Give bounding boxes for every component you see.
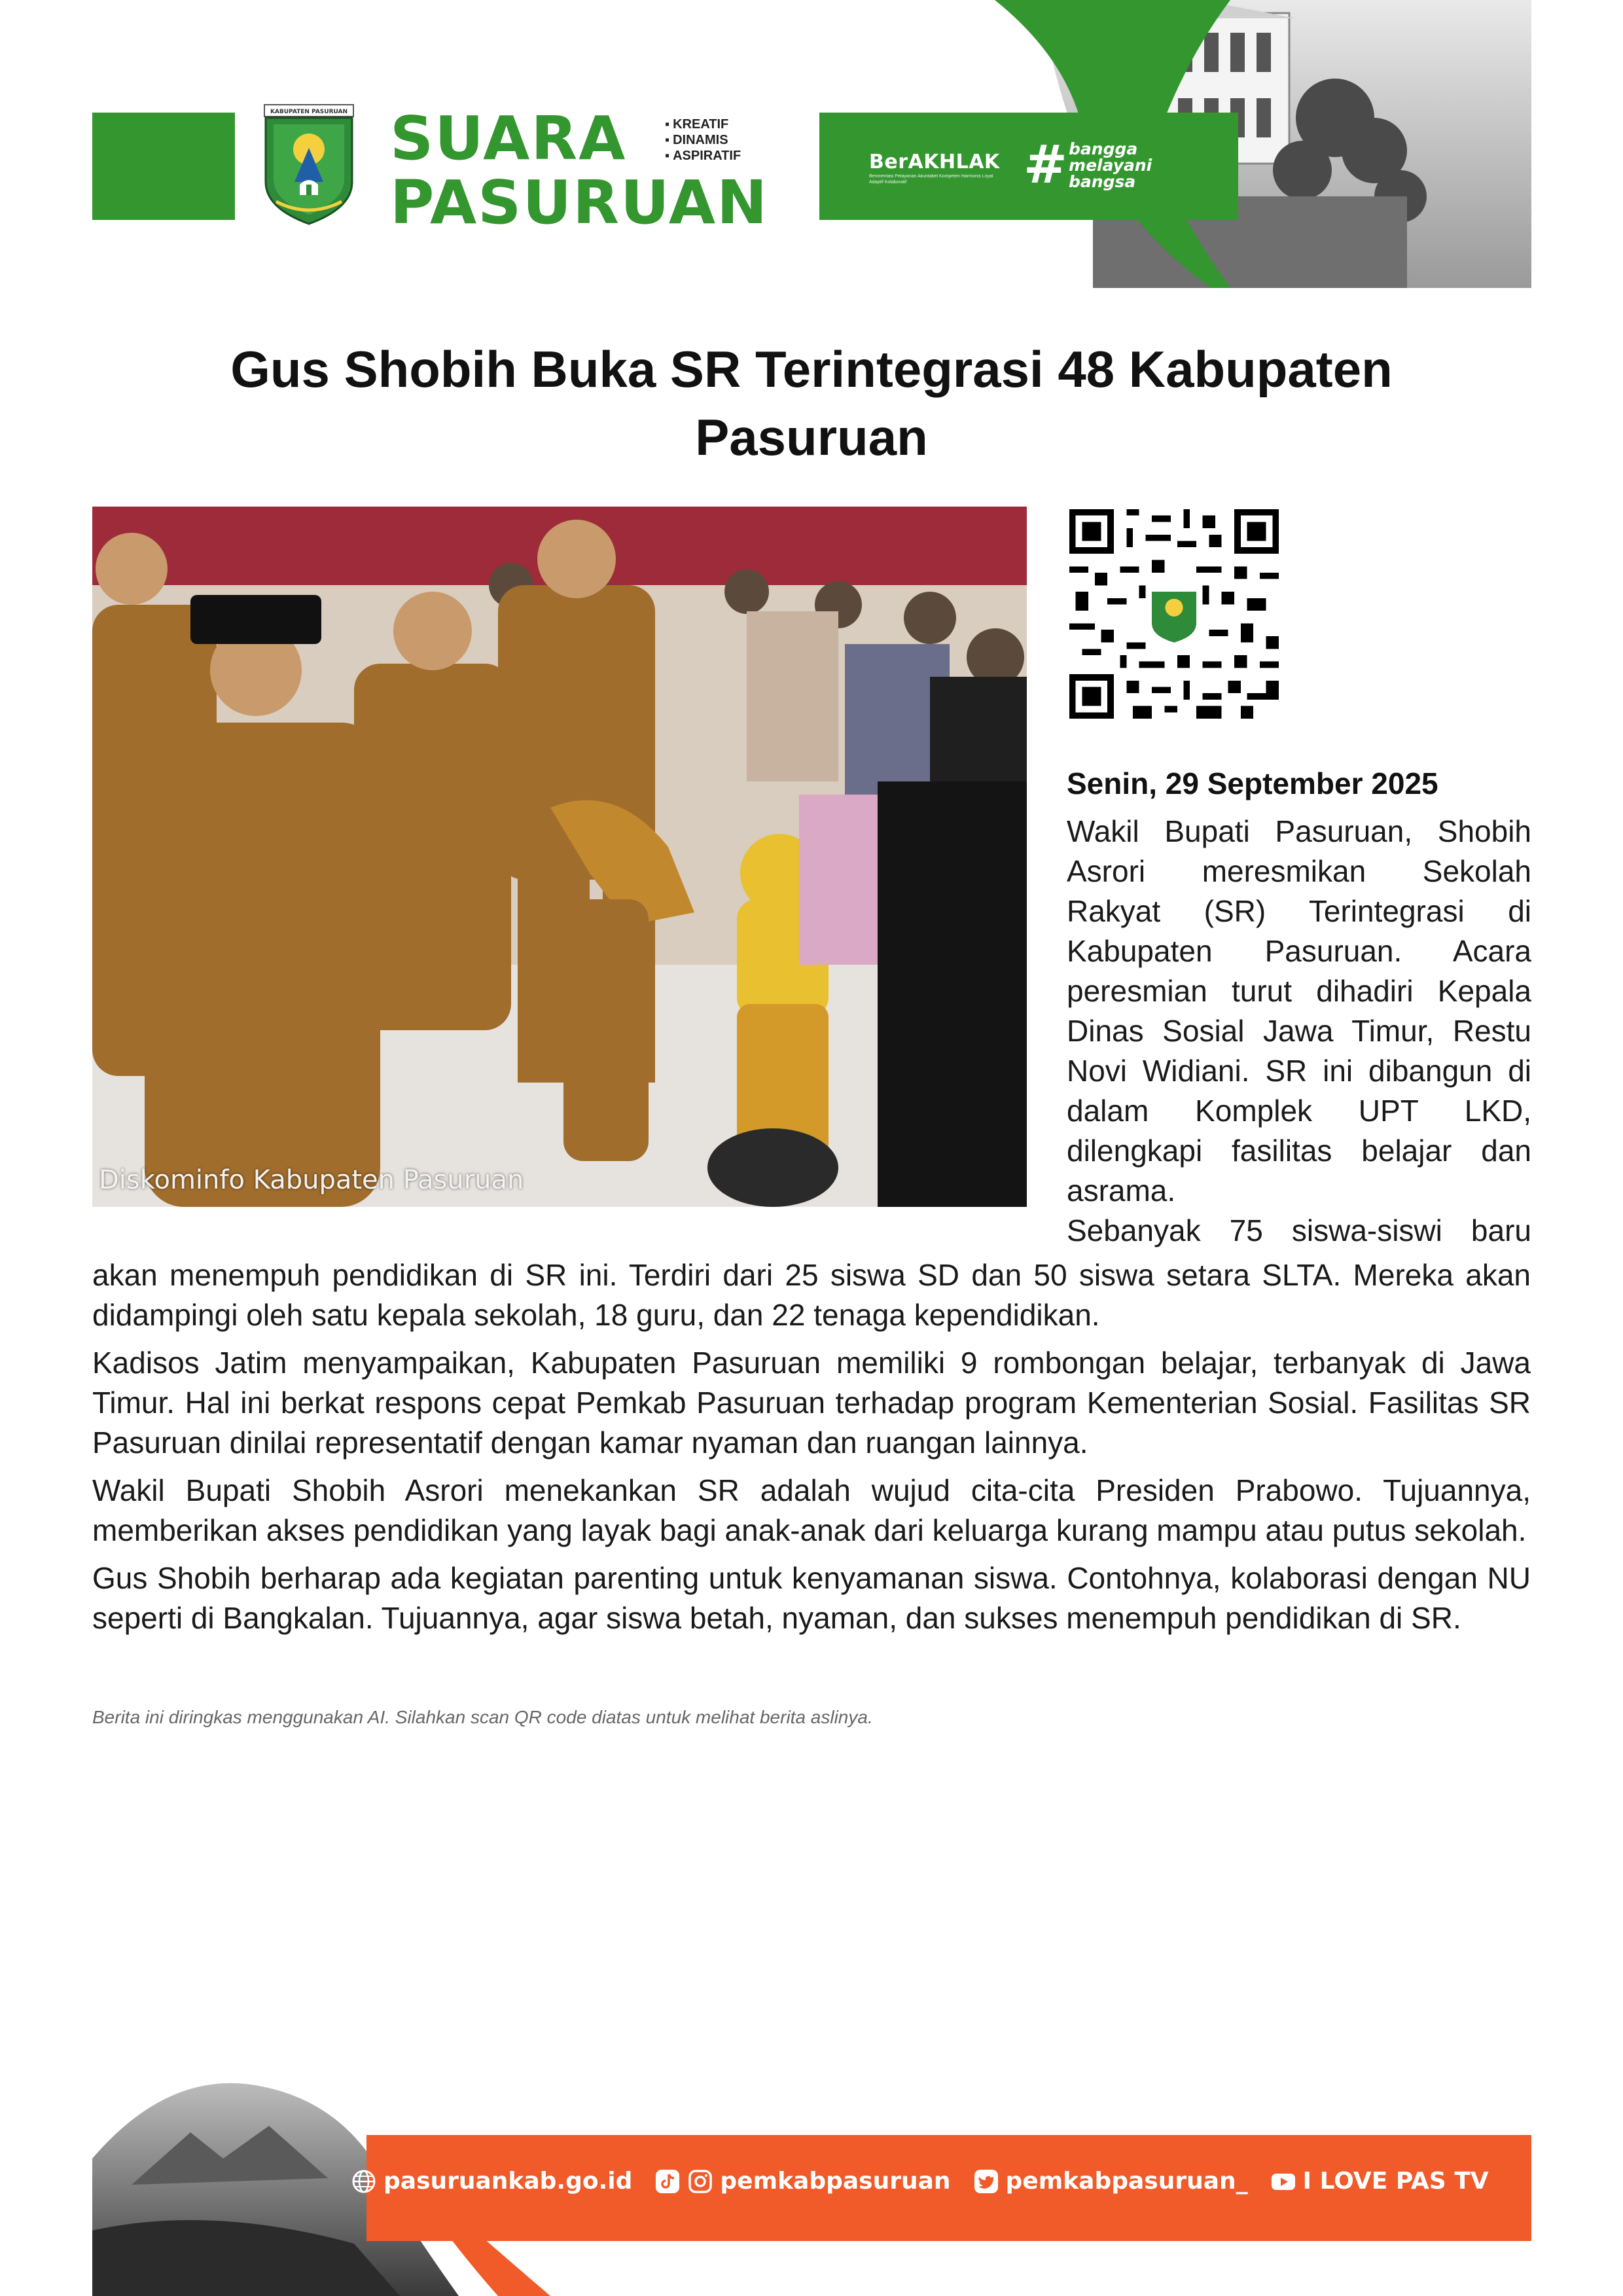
youtube-icon: [1270, 2168, 1296, 2195]
instagram-icon: [687, 2168, 713, 2195]
footer-tiktok-instagram-link[interactable]: [654, 2168, 950, 2195]
tagline-item: ▪ ASPIRATIF: [665, 148, 741, 164]
footer-website: pasuruankab.go.id: [383, 2168, 633, 2195]
brand-line-2: PASURUAN: [390, 168, 769, 238]
footer-twitter-link[interactable]: [973, 2168, 1248, 2195]
pasuruan-emblem-logo: [260, 103, 357, 226]
footer-website-link[interactable]: [351, 2168, 632, 2195]
photo-credit: Diskominfo Kabupaten Pasuruan: [99, 1165, 524, 1195]
bangga-line: melayani: [1069, 155, 1152, 175]
footer-youtube: I LOVE PAS TV: [1302, 2168, 1489, 2195]
footer-youtube-link[interactable]: [1270, 2168, 1489, 2195]
berakhlak-logo: [869, 151, 1000, 185]
article-paragraph-2-rest: akan menempuh pendidikan di SR ini. Terdiri dari 25 siswa SD dan 50 siswa setara SLTA. Mereka akan didampingi oleh satu kepala sekolah, 18 guru, dan 22 tenaga kependidikan.: [92, 1258, 1531, 1332]
article-body-text: [92, 1255, 1531, 1646]
article-side-text: [1067, 812, 1531, 1251]
article-paragraph-3: Kadisos Jatim menyampaikan, Kabupaten Pasuruan memiliki 9 rombongan belajar, terbanyak di Jawa Timur. Hal ini berkat respons cepat Pemkab Pasuruan terhadap program Kementerian Sosial. Fasilitas SR Pasuruan dinilai representatif dengan kamar nyaman dan ruangan lainnya.: [92, 1346, 1531, 1460]
globe-icon: [351, 2168, 377, 2195]
footer-instagram: pemkabpasuruan: [720, 2168, 951, 2195]
bangga-line: bangsa: [1069, 171, 1136, 191]
article-date: Senin, 29 September 2025: [1067, 766, 1438, 800]
qr-code[interactable]: [1069, 509, 1279, 719]
tiktok-icon: [654, 2168, 681, 2195]
header-green-bar-left: [92, 113, 235, 220]
article-paragraph-5: Gus Shobih berharap ada kegiatan parenting untuk kenyamanan siswa. Contohnya, kolaborasi dengan NU seperti di Bangkalan. Tujuannya, agar siswa betah, nyaman, dan sukses menempuh pendidikan di SR.: [92, 1561, 1531, 1635]
berakhlak-subtitle: Berorientasi Pelayanan Akuntabel Kompeten Harmonis Loyal Adaptif Kolaboratif: [869, 174, 993, 185]
bangga-melayani-bangsa-logo: [1024, 134, 1152, 195]
twitter-icon: [973, 2168, 999, 2195]
article-paragraph-1: Wakil Bupati Pasuruan, Shobih Asrori meresmikan Sekolah Rakyat (SR) Terintegrasi di Kabupaten Pasuruan. Acara peresmian turut dihadiri Kepala Dinas Sosial Jawa Timur, Restu Novi Widiani. SR ini dibangun di dalam Komplek UPT LKD, dilengkapi fasilitas belajar dan asrama.: [1067, 814, 1531, 1208]
article-paragraph-4: Wakil Bupati Shobih Asrori menekankan SR adalah wujud cita-cita Presiden Prabowo. Tujuannya, memberikan akses pendidikan yang layak bagi anak-anak dari keluarga kurang mampu atau putus sekolah.: [92, 1473, 1531, 1547]
article-title: Gus Shobih Buka SR Terintegrasi 48 Kabupaten Pasuruan: [230, 340, 1393, 466]
tagline-item: ▪ DINAMIS: [665, 132, 741, 148]
tagline-item: ▪ KREATIF: [665, 117, 741, 132]
bangga-line: bangga: [1069, 139, 1138, 158]
brand-tagline: [665, 117, 741, 164]
article-photo: [92, 507, 1027, 1207]
emblem-caption: KABUPATEN PASURUAN: [270, 109, 348, 115]
event-photo-illustration: [92, 507, 1027, 1207]
brand-line-1: SUARA: [390, 103, 627, 173]
footer-twitter: pemkabpasuruan_: [1005, 2168, 1248, 2195]
footer-contacts: [351, 2168, 1511, 2195]
ai-summary-disclaimer: Berita ini diringkas menggunakan AI. Silahkan scan QR code diatas untuk melihat berita aslinya.: [92, 1707, 873, 1727]
berakhlak-label: BerAKHLAK: [869, 151, 1000, 173]
hashtag-icon: #: [1024, 134, 1068, 195]
article-paragraph-2-start: Sebanyak 75 siswa-siswi baru: [1067, 1213, 1531, 1247]
